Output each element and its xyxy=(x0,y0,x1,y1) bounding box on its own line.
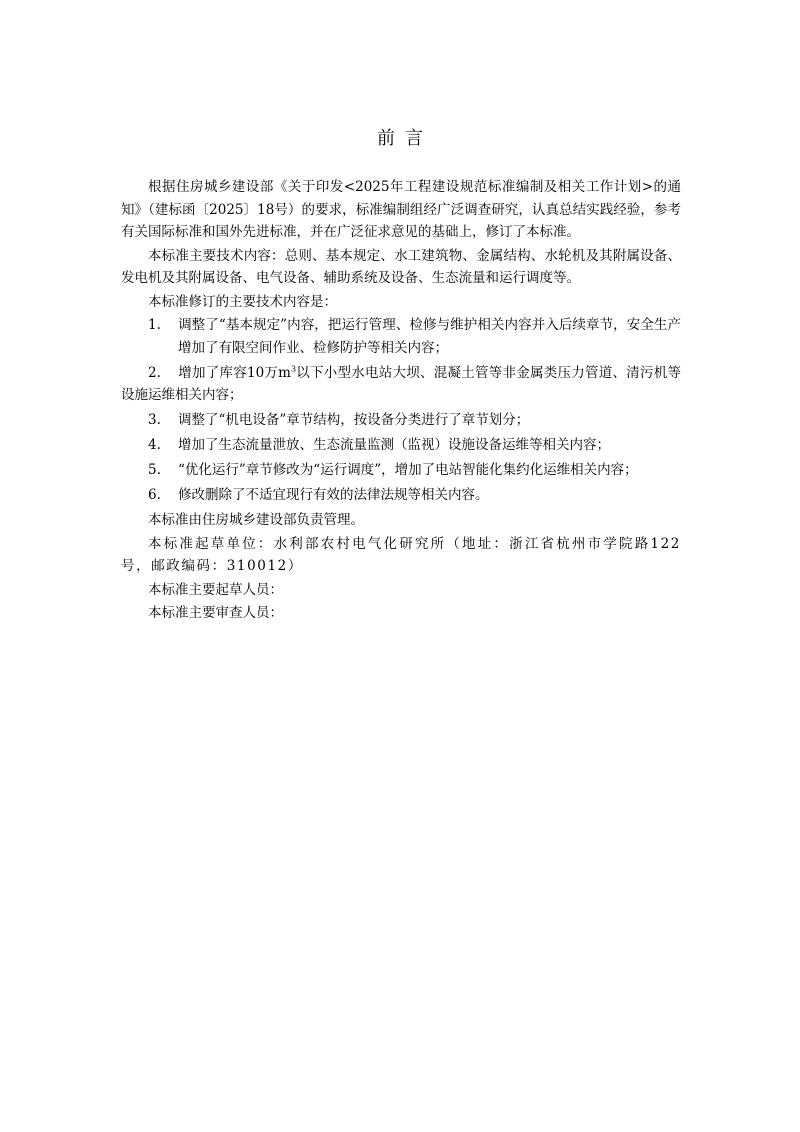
list-item-text: 增加了生态流量泄放、生态流量监测（监视）设施设备运维等相关内容； xyxy=(178,437,610,453)
paragraph-drafters: 本标准主要起草人员： xyxy=(148,581,283,598)
list-item xyxy=(121,362,681,407)
list-item-number: 3. xyxy=(148,412,161,428)
paragraph-management: 本标准由住房城乡建设部负责管理。 xyxy=(148,512,364,528)
list-item-text: 增加了库容10万m xyxy=(178,364,291,381)
list-item-number: 2. xyxy=(148,364,161,381)
paragraph-reviewers: 本标准主要审查人员： xyxy=(148,605,283,621)
list-item-text: 修改删除了不适宜现行有效的法律法规等相关内容。 xyxy=(178,487,489,503)
list-item xyxy=(121,484,681,507)
list-item xyxy=(121,434,681,457)
list-item xyxy=(121,409,681,432)
list-item xyxy=(121,314,681,359)
list-item-text: 调整了“基本规定”内容，把运行管理、检修与维护相关内容并入后续章节，安全生产增加了有限空间作业、检修防护等相关内容； xyxy=(178,317,681,356)
list-item-text: 调整了“机电设备”章节结构，按设备分类进行了章节划分； xyxy=(178,412,530,428)
list-item-number: 4. xyxy=(148,437,161,453)
list-item-text: “优化运行”章节修改为“运行调度”，增加了电站智能化集约化运维相关内容； xyxy=(178,462,638,478)
revision-list xyxy=(121,314,681,507)
list-item-number: 1. xyxy=(148,317,161,333)
paragraph-main-content: 本标准主要技术内容：总则、基本规定、水工建筑物、金属结构、水轮机及其附属设备、发电机及其附属设备、电气设备、辅助系统及设备、生态流量和运行调度等。 xyxy=(121,247,681,286)
list-item xyxy=(121,459,681,482)
list-item-number: 6. xyxy=(148,487,161,503)
document-body xyxy=(121,176,681,626)
paragraph-basis: 根据住房城乡建设部《关于印发<2025年工程建设规范标准编制及相关工作计划>的通知》（建标函〔2025〕18号）的要求，标准编制组经广泛调查研究，认真总结实践经验，参考有关国际标准和国外先进标准，并在广泛征求意见的基础上，修订了本标准。 xyxy=(121,179,681,240)
list-item-text: 以下小型水电站大坝、混凝土管等非金属类压力管道、清污机等设施运维相关内容； xyxy=(121,364,682,403)
list-item-number: 5. xyxy=(148,462,161,478)
superscript: 3 xyxy=(290,364,297,373)
paragraph-drafting-unit: 本标准起草单位：水利部农村电气化研究所（地址：浙江省杭州市学院路122号，邮政编码：310012） xyxy=(121,535,681,574)
paragraph-revision-intro: 本标准修订的主要技术内容是： xyxy=(148,293,337,310)
page-title: 前言 xyxy=(377,128,433,149)
